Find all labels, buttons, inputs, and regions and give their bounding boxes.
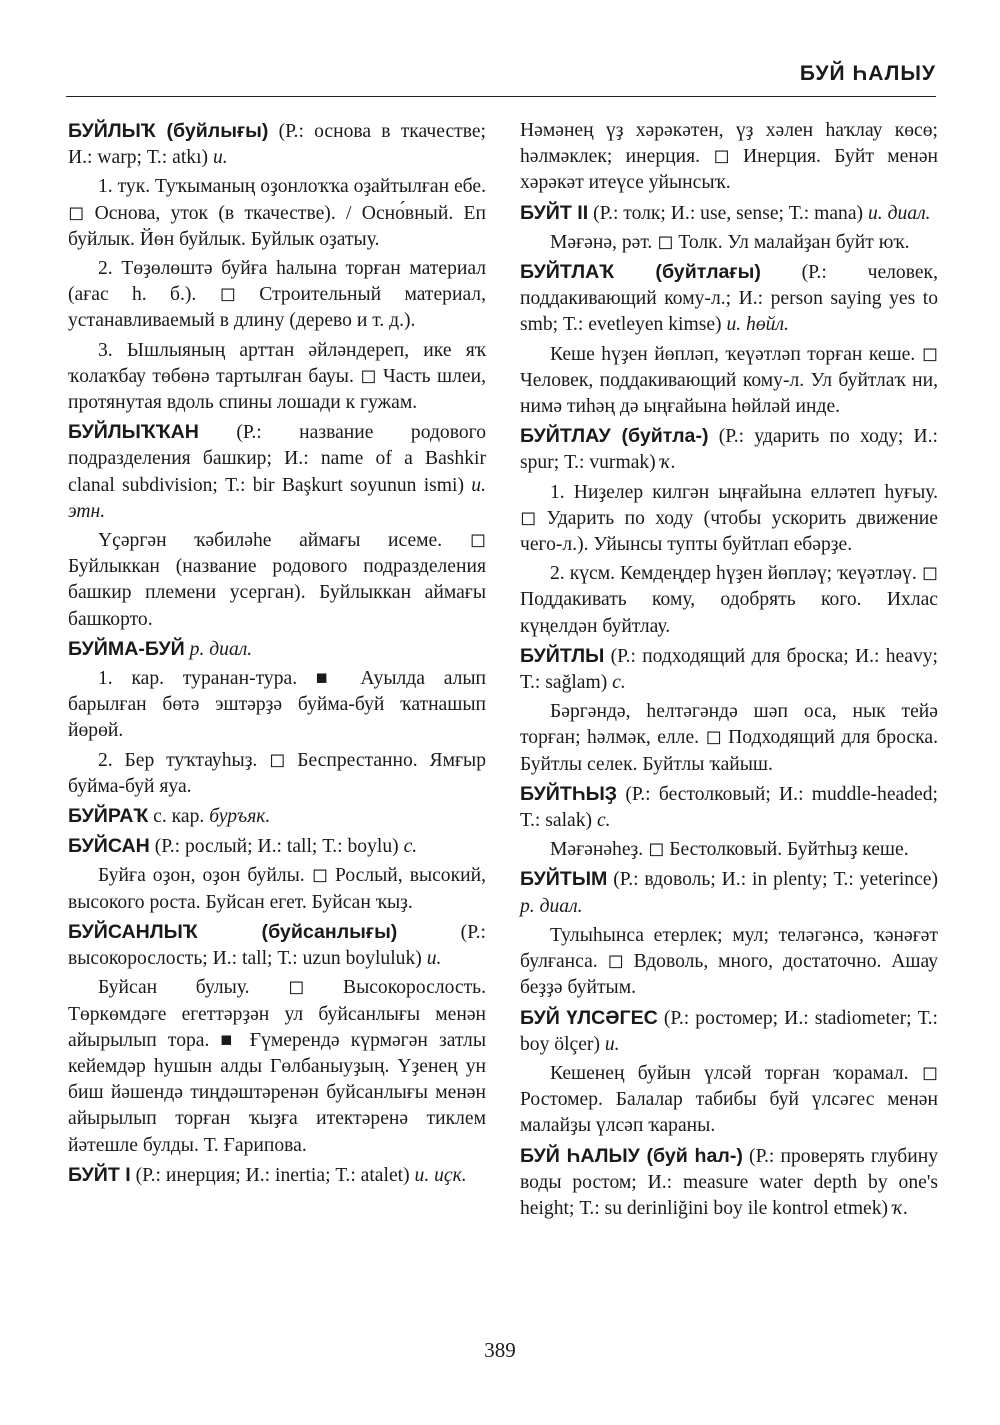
entry-translations: (Р.: проверять глубину воды ростом; И.: measure water depth by one's height; Т.: su derinliğini boy ile kontrol etmek) (520, 1145, 938, 1219)
dictionary-entry (520, 866, 938, 919)
dictionary-entry (520, 781, 938, 834)
entry-headword: БУЙРАҠ (68, 805, 149, 828)
entry-headword: БУЙЛЫҠ (буйлығы) (68, 120, 269, 142)
entry-headword: БУЙТ І (68, 1163, 131, 1186)
definition-paragraph: Бәргәндә, һелтәгәндә шәп оса, нык тейә торған; һәлмәк, елле. ◻ Подходящий для броска. Буйтлы селек. Буйтлы ҡайыш. (520, 701, 938, 775)
entry-headword: БУЙТҺЫҘ (520, 782, 618, 805)
entry-translations: (Р.: ростомер; И.: stadiometer; Т.: boy ölçer) (520, 1007, 938, 1055)
dictionary-entry (68, 1162, 486, 1189)
definition-paragraph: 2. Бер туҡтауһыҙ. ◻ Беспрестанно. Ямғыр буйма-буй яуа. (68, 749, 486, 797)
entry-grammar-label: с. (403, 836, 418, 858)
entry-translations: (Р.: рослый; И.: tall; Т.: boylu) (149, 836, 404, 858)
entry-translations: (Р.: основа в ткачестве; И.: warp; Т.: atkı) (68, 121, 486, 169)
entry-translations: (Р.: ударить по ходу; И.: spur; Т.: vurmak) (520, 426, 938, 474)
definition-paragraph: 1. тук. Туҡыманың оҙонлоҡҡа оҙайтылған ебе. ◻ Основа, уток (в ткачестве). / Осно́вный. Еп буйлык. Йөн буйлык. Буйлык оҙатыу. (68, 176, 486, 250)
definition-paragraph: Тулыһынса етерлек; мул; теләгәнсә, ҡәнәғәт булғанса. ◻ Вдоволь, много, достаточно. Ашау беҙҙә буйтым. (520, 924, 938, 999)
running-head: БУЙ ҺАЛЫУ (799, 62, 936, 85)
entry-translations: (Р.: вдоволь; И.: in plenty; Т.: yeterince) (607, 869, 938, 891)
entry-translations: (Р.: высокорослость; И.: tall; Т.: uzun boyluluk) (68, 921, 486, 970)
definition-paragraph: Кешенең буйын үлсәй торған ҡорамал. ◻ Ростомер. Балалар табибы буй үлсәгес менән малайҙы үлсәп ҡараны. (520, 1062, 938, 1137)
entry-grammar-label: и. этн. (68, 474, 486, 522)
definition-paragraph: 1. Ниҙелер килгән ыңғайына елләтеп һуғыу. ◻ Ударить по ходу (чтобы ускорить движение чего-л.). Уйынсы тупты буйтлап ебәрҙе. (520, 481, 938, 556)
entry-headword: БУЙЛЫҠҠАН (68, 421, 199, 444)
dictionary-entry (68, 803, 486, 830)
definition-paragraph: 2. күсм. Кемдеңдер һүҙен йөпләү; ҡеүәтләү. ◻ Поддакивать кому, одобрять кого. Ихлас күңелдән буйтлау. (520, 563, 938, 637)
definition-continued: Нәмәнең үҙ хәрәкәтен, үҙ хәлен һаҡлау көсө; һәлмәклек; инерция. ◻ Инерция. Буйт менән хәрәкәт итеүсе уйынсыҡ. (520, 120, 938, 194)
dictionary-entry (68, 118, 486, 171)
definition-paragraph: Мәғәнә, рәт. ◻ Толк. Ул малайҙан буйт юҡ. (550, 231, 910, 253)
entry-grammar-label: и. (212, 147, 228, 169)
entry-headword: БУЙ ҮЛСӘГЕС (520, 1006, 658, 1029)
page-header (66, 62, 936, 97)
entry-headword: БУЙТЫМ (520, 868, 608, 891)
entry-translations: (Р.: человек, поддакивающий кому-л.; И.: person saying yes to smb; Т.: evetleyen kimse) (520, 262, 938, 336)
entry-grammar-label: с. (596, 810, 611, 832)
dictionary-entry (68, 419, 486, 525)
entry-headword: БУЙСАН (68, 835, 150, 858)
definition-paragraph: Үҫәргән ҡәбиләһе аймағы исеме. ◻ Буйлыккан (название родового подразделения башкир племени усерган). Буйлыккан аймағы башкорто. (68, 530, 486, 630)
left-column (68, 118, 486, 1192)
entry-grammar-label: и. һөйл. (726, 314, 789, 336)
entry-grammar-label: и. диал. (867, 202, 931, 224)
entry-grammar-label: с. (612, 672, 626, 694)
entry-grammar-label: и. иҫк. (414, 1164, 467, 1186)
entry-headword: БУЙТЛЫ (520, 644, 605, 667)
entry-translations: (Р.: инерция; И.: inertia; Т.: atalet) (130, 1164, 415, 1186)
dictionary-entry (68, 833, 486, 860)
entry-headword: БУЙТЛАУ (буйтла-) (520, 425, 709, 448)
entry-grammar-label: ҡ. (892, 1197, 909, 1219)
definition-paragraph: Буйға оҙон, оҙон буйлы. ◻ Рослый, высокий, высокого роста. Буйсан егет. Буйсан ҡыҙ. (68, 865, 486, 913)
entry-headword: БУЙТ ІІ (520, 201, 589, 224)
dictionary-entry (520, 259, 938, 339)
right-column (520, 118, 938, 1225)
entry-grammar-label: и. (604, 1033, 620, 1055)
entry-grammar-label: р. диал. (520, 895, 583, 917)
definition-paragraph: 3. Ышлыяның арттан әйләндереп, ике яҡ ҡолаҡбау төбөнә тартылған бауы. ◻ Часть шлеи, протянутая вдоль спины лошади к гужам. (68, 339, 486, 414)
entry-grammar-label: буръяк. (209, 806, 271, 828)
dictionary-entry (520, 1143, 938, 1223)
definition-paragraph: Буйсан булыу. ◻ Высокорослость. Төркөмдәге егеттәрҙән ул буйсанлығы менән айырылып тора. ■ Ғүмерендә күрмәгән затлы кейемдәр һушын алды Гөлбаныуҙың. Үҙенең ун биш йәшендә тиңдәштәренән буйсанлығы менән айырылып торған ҡыҙға итектәренә тиклем йәтешле булды. Т. Ғарипова. (68, 977, 486, 1156)
definition-paragraph: 1. кар. туранан-тура. ■ Ауылда алып барылған бөтә эштәрҙә буйма-буй ҡатнашып йөрөй. (68, 668, 486, 742)
entry-translations: (Р.: бестолковый; И.: muddle-headed; Т.: salak) (520, 783, 938, 832)
entry-headword: БУЙ ҺАЛЫУ (буй һал-) (520, 1144, 743, 1167)
dictionary-entry (520, 200, 938, 227)
dictionary-entry (68, 919, 486, 972)
entry-headword: БУЙМА-БУЙ (68, 637, 185, 660)
dictionary-entry (520, 643, 938, 696)
entry-grammar-label: и. (426, 948, 442, 970)
page-number: 389 (484, 1338, 516, 1362)
entry-headword: БУЙСАНЛЫҠ (буйсанлығы) (68, 920, 398, 943)
entry-grammar-label: ҡ. (660, 452, 676, 474)
entry-grammar-label: р. диал. (189, 638, 253, 660)
entry-translations: (Р.: название родового подразделения башкир; И.: name of a Bashkir clanal subdivision; Т.: bir Başkurt soyunun ismi) (68, 422, 486, 496)
dictionary-entry (520, 1005, 938, 1058)
entry-translations: (Р.: подходящий для броска; И.: heavy; Т.: sağlam) (520, 645, 938, 694)
entry-translations: (Р.: толк; И.: use, sense; Т.: mana) (588, 202, 868, 224)
dictionary-entry (520, 423, 938, 476)
definition-paragraph: 2. Төҙөлөштә буйға һалына торған материал (ағас һ. б.). ◻ Строительный материал, устанавливаемый в длину (дерево и т. д.). (68, 258, 486, 332)
definition-paragraph: Кеше һүҙен йөпләп, ҡеүәтләп торған кеше. ◻ Человек, поддакивающий кому-л. Ул буйтлаҡ ни, нимә тиһәң дә ыңғайына һөйләй инде. (520, 343, 938, 418)
definition-paragraph: Мәғәнәһеҙ. ◻ Бестолковый. Буйтһыҙ кеше. (550, 839, 909, 861)
entry-headword: БУЙТЛАҠ (буйтлағы) (520, 261, 761, 284)
entry-translations: с. кар. (148, 806, 210, 828)
dictionary-entry (68, 636, 486, 663)
